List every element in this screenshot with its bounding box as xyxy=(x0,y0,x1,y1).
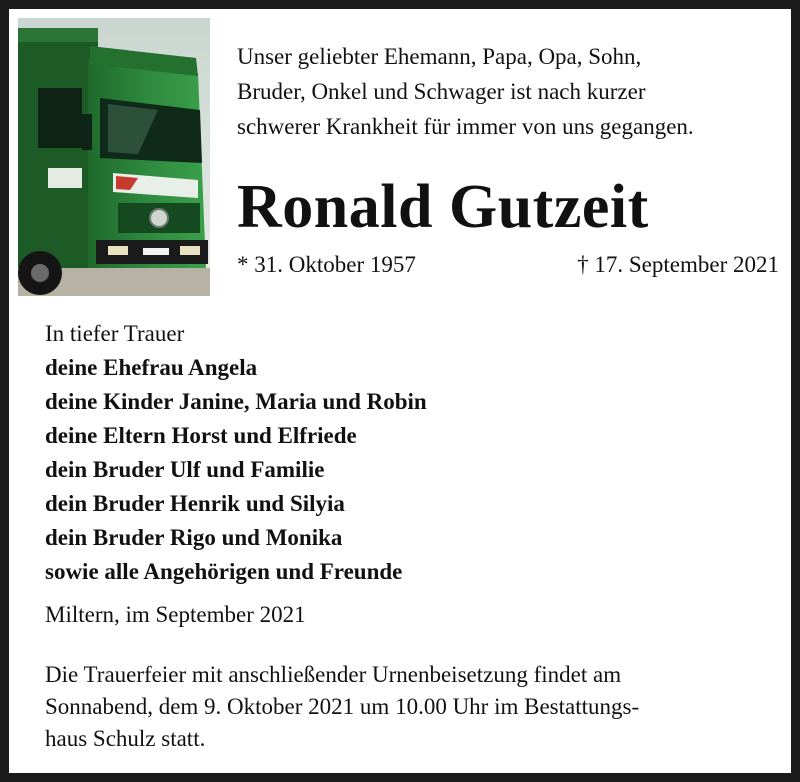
mourner-row: dein Bruder Ulf und Familie xyxy=(45,457,325,482)
place-date: Miltern, im September 2021 xyxy=(45,602,306,627)
service-line: Sonnabend, dem 9. Oktober 2021 um 10.00 Uhr im Bestattungs- xyxy=(45,694,640,719)
service-info xyxy=(45,659,777,755)
service-line: Die Trauerfeier mit anschließender Urnenbeisetzung findet am xyxy=(45,662,622,687)
mourners-list xyxy=(45,317,785,589)
mourner-row: dein Bruder Rigo und Monika xyxy=(45,525,343,550)
truck-photo xyxy=(18,18,210,296)
service-line: haus Schulz statt. xyxy=(45,726,206,751)
truck-photo-icon xyxy=(18,18,210,296)
intro-text xyxy=(237,39,779,144)
mourner-row: dein Bruder Henrik und Silyia xyxy=(45,491,345,516)
intro-line: schwerer Krankheit für immer von uns gegangen. xyxy=(237,114,694,139)
deceased-name: Ronald Gutzeit xyxy=(237,173,649,241)
mourner-row: deine Kinder Janine, Maria und Robin xyxy=(45,389,427,414)
mourner-row: sowie alle Angehörigen und Freunde xyxy=(45,559,403,584)
intro-line: Unser geliebter Ehemann, Papa, Opa, Sohn, xyxy=(237,44,642,69)
mourners-lead: In tiefer Trauer xyxy=(45,321,185,346)
intro-line: Bruder, Onkel und Schwager ist nach kurzer xyxy=(237,79,646,104)
death-date: † 17. September 2021 xyxy=(577,252,779,277)
mourner-row: deine Ehefrau Angela xyxy=(45,355,258,380)
birth-date: * 31. Oktober 1957 xyxy=(237,252,416,277)
mourner-row: deine Eltern Horst und Elfriede xyxy=(45,423,357,448)
